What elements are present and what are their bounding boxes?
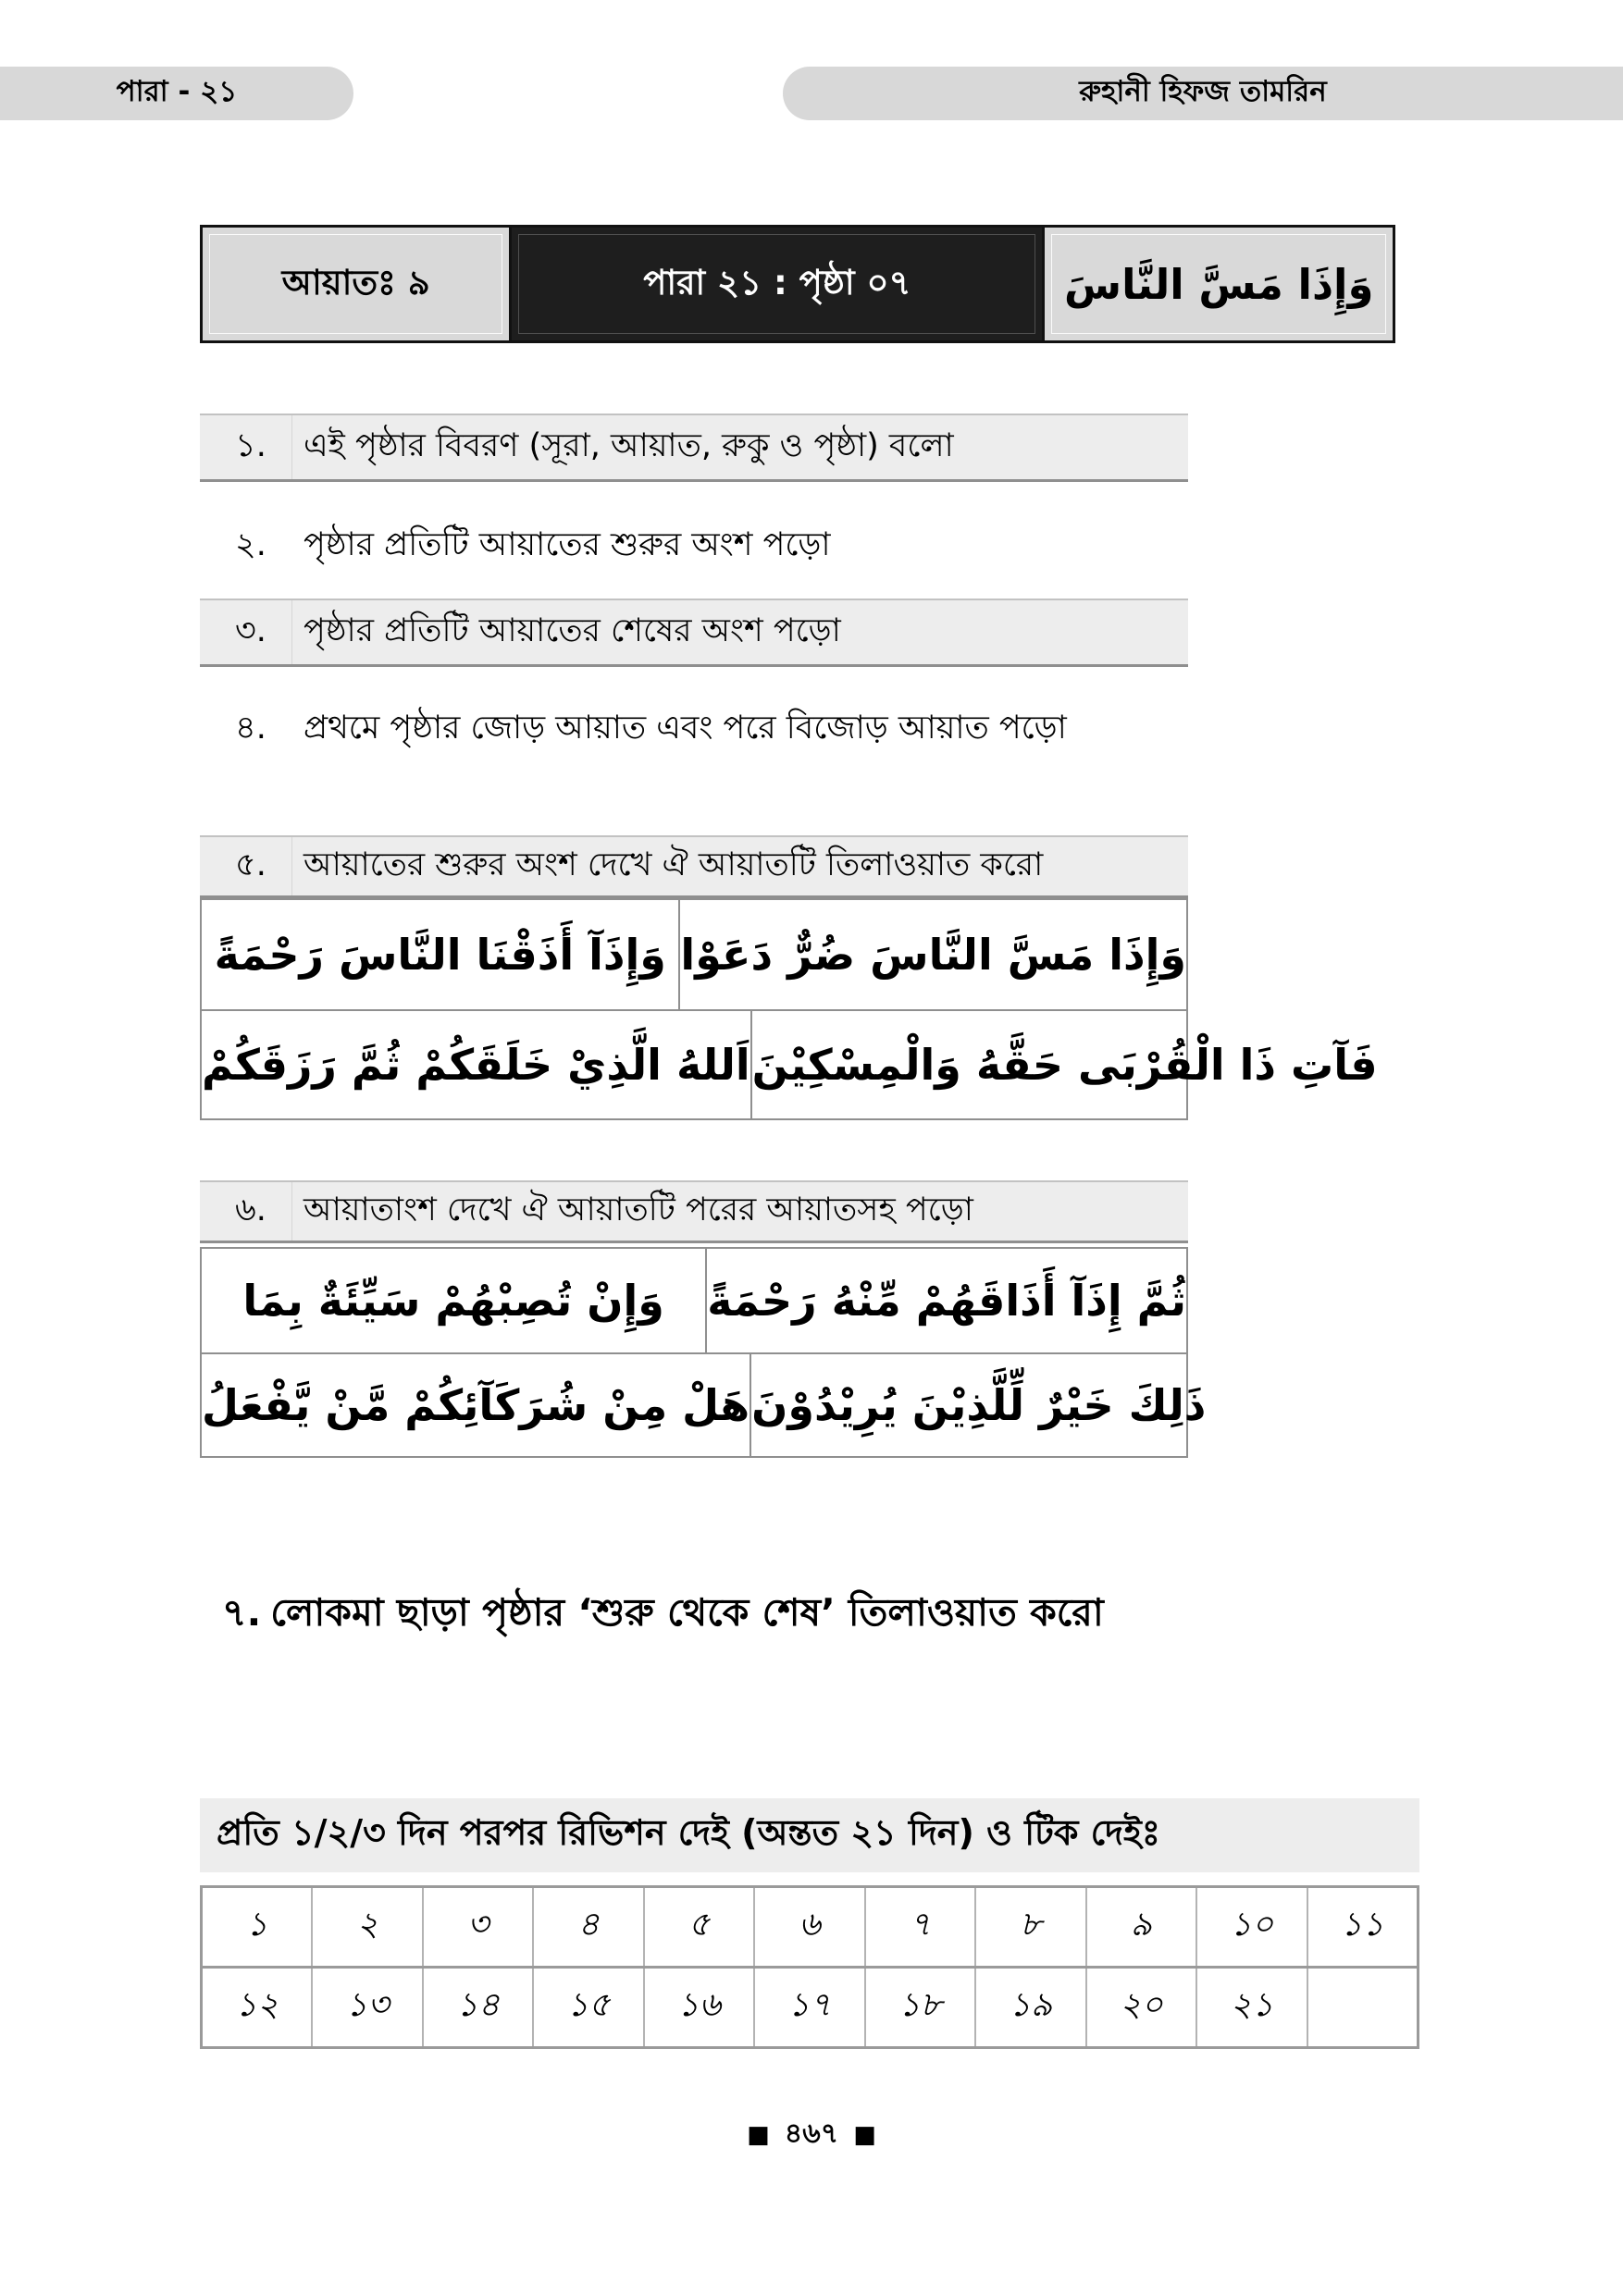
day-cell bbox=[1307, 1969, 1417, 2046]
para-tab-label: পারা - ২১ bbox=[116, 75, 238, 108]
day-cell: ১৯ bbox=[974, 1969, 1084, 2046]
arabic-phrase: اَللهُ الَّذِيْ خَلَقَكُمْ ثُمَّ رَزَقَكُمْ bbox=[202, 1011, 752, 1118]
step-text: আয়াতাংশ দেখে ঐ আয়াতটি পরের আয়াতসহ পড়ো bbox=[304, 1191, 973, 1228]
step-text: লোকমা ছাড়া পৃষ্ঠার ‘শুরু থেকে শেষ’ তিলাওয়াত করো bbox=[270, 1590, 1104, 1635]
step-row-3 bbox=[200, 599, 1188, 667]
step-number: ৫. bbox=[200, 837, 292, 895]
step-text: প্রথমে পৃষ্ঠার জোড় আয়াত এবং পরে বিজোড় আয়াত পড়ো bbox=[304, 709, 1067, 747]
revision-row-1 bbox=[203, 1888, 1417, 1966]
day-cell: ৯ bbox=[1085, 1888, 1196, 1966]
day-cell: ১২ bbox=[235, 1986, 279, 2024]
day-cell: ১১ bbox=[1307, 1888, 1417, 1966]
day-cell: ১৭ bbox=[753, 1969, 863, 2046]
para-page-cell bbox=[512, 228, 1045, 340]
step-number: ৩. bbox=[200, 600, 292, 664]
ayat-count-label: আয়াতঃ ৯ bbox=[281, 262, 430, 302]
day-cell: ১৩ bbox=[311, 1969, 421, 2046]
arabic-title-text: وَإِذَا مَسَّ النَّاسَ bbox=[1064, 259, 1374, 309]
arabic-table-row bbox=[202, 900, 1186, 1009]
arabic-phrase: ذَلِكَ خَيْرٌ لِّلَّذِيْنَ يُرِيْدُوْنَ bbox=[751, 1380, 1207, 1430]
day-cell: ৮ bbox=[974, 1888, 1084, 1966]
step-row-2 bbox=[200, 512, 1188, 580]
day-cell: ১০ bbox=[1196, 1888, 1306, 1966]
step-number: ২. bbox=[235, 525, 266, 563]
day-cell: ৬ bbox=[753, 1888, 863, 1966]
step-number: ৬. bbox=[200, 1182, 292, 1241]
step-row-5 bbox=[200, 835, 1188, 898]
step-row-4 bbox=[200, 695, 1188, 763]
arabic-phrase: وَإِذَا مَسَّ النَّاسَ ضُرٌّ دَعَوْا bbox=[680, 930, 1186, 980]
book-title-tab bbox=[783, 67, 1623, 120]
step-number: ৭. bbox=[222, 1590, 262, 1635]
step-text: পৃষ্ঠার প্রতিটি আয়াতের শুরুর অংশ পড়ো bbox=[304, 525, 831, 563]
revision-row-2 bbox=[203, 1966, 1417, 2046]
day-cell: ১৫ bbox=[532, 1969, 642, 2046]
square-icon: ■ bbox=[853, 2120, 876, 2149]
step-number: ৪. bbox=[235, 709, 266, 747]
day-cell: ২০ bbox=[1085, 1969, 1196, 2046]
day-cell: ২১ bbox=[1196, 1969, 1306, 2046]
arabic-table-row bbox=[202, 1249, 1186, 1352]
para-tab bbox=[0, 67, 353, 120]
arabic-table-6 bbox=[200, 1247, 1207, 1458]
revision-title-text: প্রতি ১/২/৩ দিন পরপর রিভিশন দেই (অন্তত ২১ দিন) ও টিক দেইঃ bbox=[217, 1812, 1161, 1853]
step-number: ১. bbox=[200, 415, 292, 479]
arabic-phrase: وَإِذَآ أَذَقْنَا النَّاسَ رَحْمَةً bbox=[202, 900, 680, 1009]
arabic-title-cell bbox=[1045, 228, 1393, 340]
step-text: এই পৃষ্ঠার বিবরণ (সূরা, আয়াত, রুকু ও পৃষ্ঠা) বলো bbox=[304, 427, 954, 464]
step-text: পৃষ্ঠার প্রতিটি আয়াতের শেষের অংশ পড়ো bbox=[304, 612, 841, 649]
square-icon: ■ bbox=[747, 2120, 770, 2149]
page-footer bbox=[0, 2111, 1623, 2158]
ayat-count-cell bbox=[203, 228, 512, 340]
day-cell: ১৪ bbox=[422, 1969, 532, 2046]
day-cell: ১৬ bbox=[643, 1969, 753, 2046]
book-title-label: রুহানী হিফজ তামরিন bbox=[1079, 75, 1327, 108]
arabic-table-5 bbox=[200, 898, 1378, 1120]
day-cell: ৭ bbox=[864, 1888, 974, 1966]
step-row-6 bbox=[200, 1180, 1188, 1243]
step-text: আয়াতের শুরুর অংশ দেখে ঐ আয়াতটি তিলাওয়াত করো bbox=[304, 846, 1044, 883]
day-cell: ২ bbox=[311, 1888, 421, 1966]
arabic-table-row bbox=[202, 1352, 1207, 1456]
arabic-phrase: فَآتِ ذَا الْقُرْبَى حَقَّهُ وَالْمِسْكِيْنَ bbox=[751, 1040, 1378, 1090]
day-cell: ৩ bbox=[422, 1888, 532, 1966]
arabic-table-row bbox=[202, 1009, 1378, 1118]
page-number: ৪৬৭ bbox=[784, 2117, 839, 2150]
day-cell: ৪ bbox=[532, 1888, 642, 1966]
arabic-phrase: وَإِنْ تُصِبْهُمْ سَيِّئَةٌ بِمَا bbox=[202, 1249, 707, 1352]
para-page-label: পারা ২১ : পৃষ্ঠা ০৭ bbox=[643, 262, 911, 302]
arabic-phrase: هَلْ مِنْ شُرَكَآئِكُمْ مَّنْ يَّفْعَلُ bbox=[202, 1354, 751, 1456]
day-cell: ৫ bbox=[643, 1888, 753, 1966]
revision-title bbox=[200, 1798, 1419, 1872]
step-row-7 bbox=[222, 1584, 1104, 1648]
title-bar bbox=[200, 225, 1395, 343]
revision-day-table bbox=[200, 1885, 1419, 2049]
step-row-1 bbox=[200, 414, 1188, 482]
day-cell: ১৮ bbox=[864, 1969, 974, 2046]
arabic-phrase: ثُمَّ إِذَآ أَذَاقَهُمْ مِّنْهُ رَحْمَةً bbox=[707, 1276, 1186, 1326]
day-cell: ১ bbox=[246, 1906, 268, 1944]
